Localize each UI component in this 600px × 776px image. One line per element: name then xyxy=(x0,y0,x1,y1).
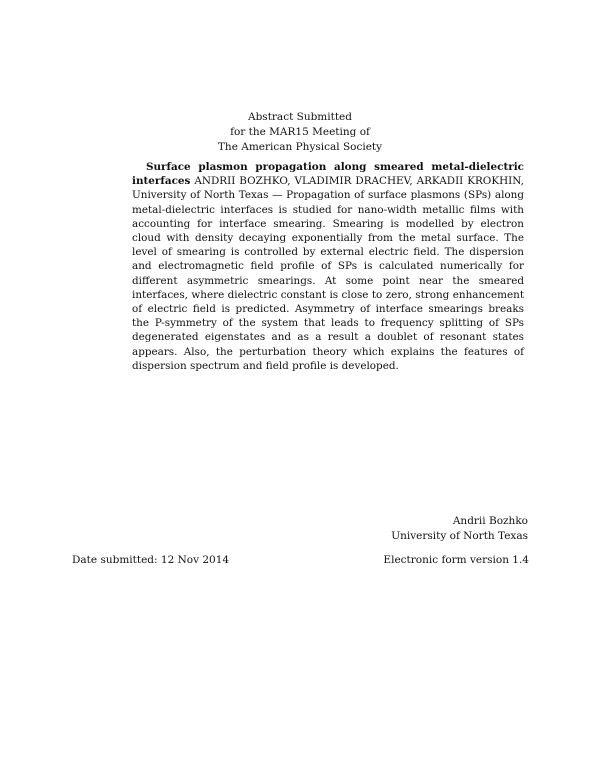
form-version: Electronic form version 1.4 xyxy=(383,554,529,566)
abstract-text: Propagation of surface plasmons (SPs) along metal-dielectric interfaces is studied for nano-width metallic films with accounting for interface smearing. Smearing is modelled by electron cloud with density decaying exponentially from the metal surface. The level of smearing is controlled by external electric field. The dispersion and electromagnetic field profile of SPs is calculated numerically for different asymmetric smearings. At some point near the smeared interfaces, where dielectric constant is close to zero, strong enhancement of electric field is predicted. Asymmetry of interface smearings breaks the P-symmetry of the system that leads to frequency splitting of SPs degenerated eigenstates and as a result a doublet of resonant states appears. Also, the perturbation theory which explains the features of dispersion spectrum and field profile is developed. xyxy=(132,189,524,372)
header-label: Abstract Submitted xyxy=(248,111,352,123)
author-separator: — xyxy=(268,189,287,202)
date-submitted: Date submitted: 12 Nov 2014 xyxy=(72,554,230,566)
signature-affiliation: University of North Texas xyxy=(391,530,528,542)
society-name: The American Physical Society xyxy=(217,141,383,153)
meeting-name: for the MAR15 Meeting of xyxy=(230,126,370,138)
signature-block xyxy=(391,514,528,544)
document-footer xyxy=(72,553,529,568)
abstract-authors: ANDRII BOZHKO, VLADIMIR DRACHEV, ARKADII KROKHIN, University of North Texas xyxy=(132,175,524,202)
abstract-title: Surface plasmon propagation along smeared metal-dielectric interfaces xyxy=(132,161,524,188)
signature-name: Andrii Bozhko xyxy=(452,515,528,527)
abstract-body xyxy=(132,160,524,373)
abstract-header xyxy=(0,110,600,155)
